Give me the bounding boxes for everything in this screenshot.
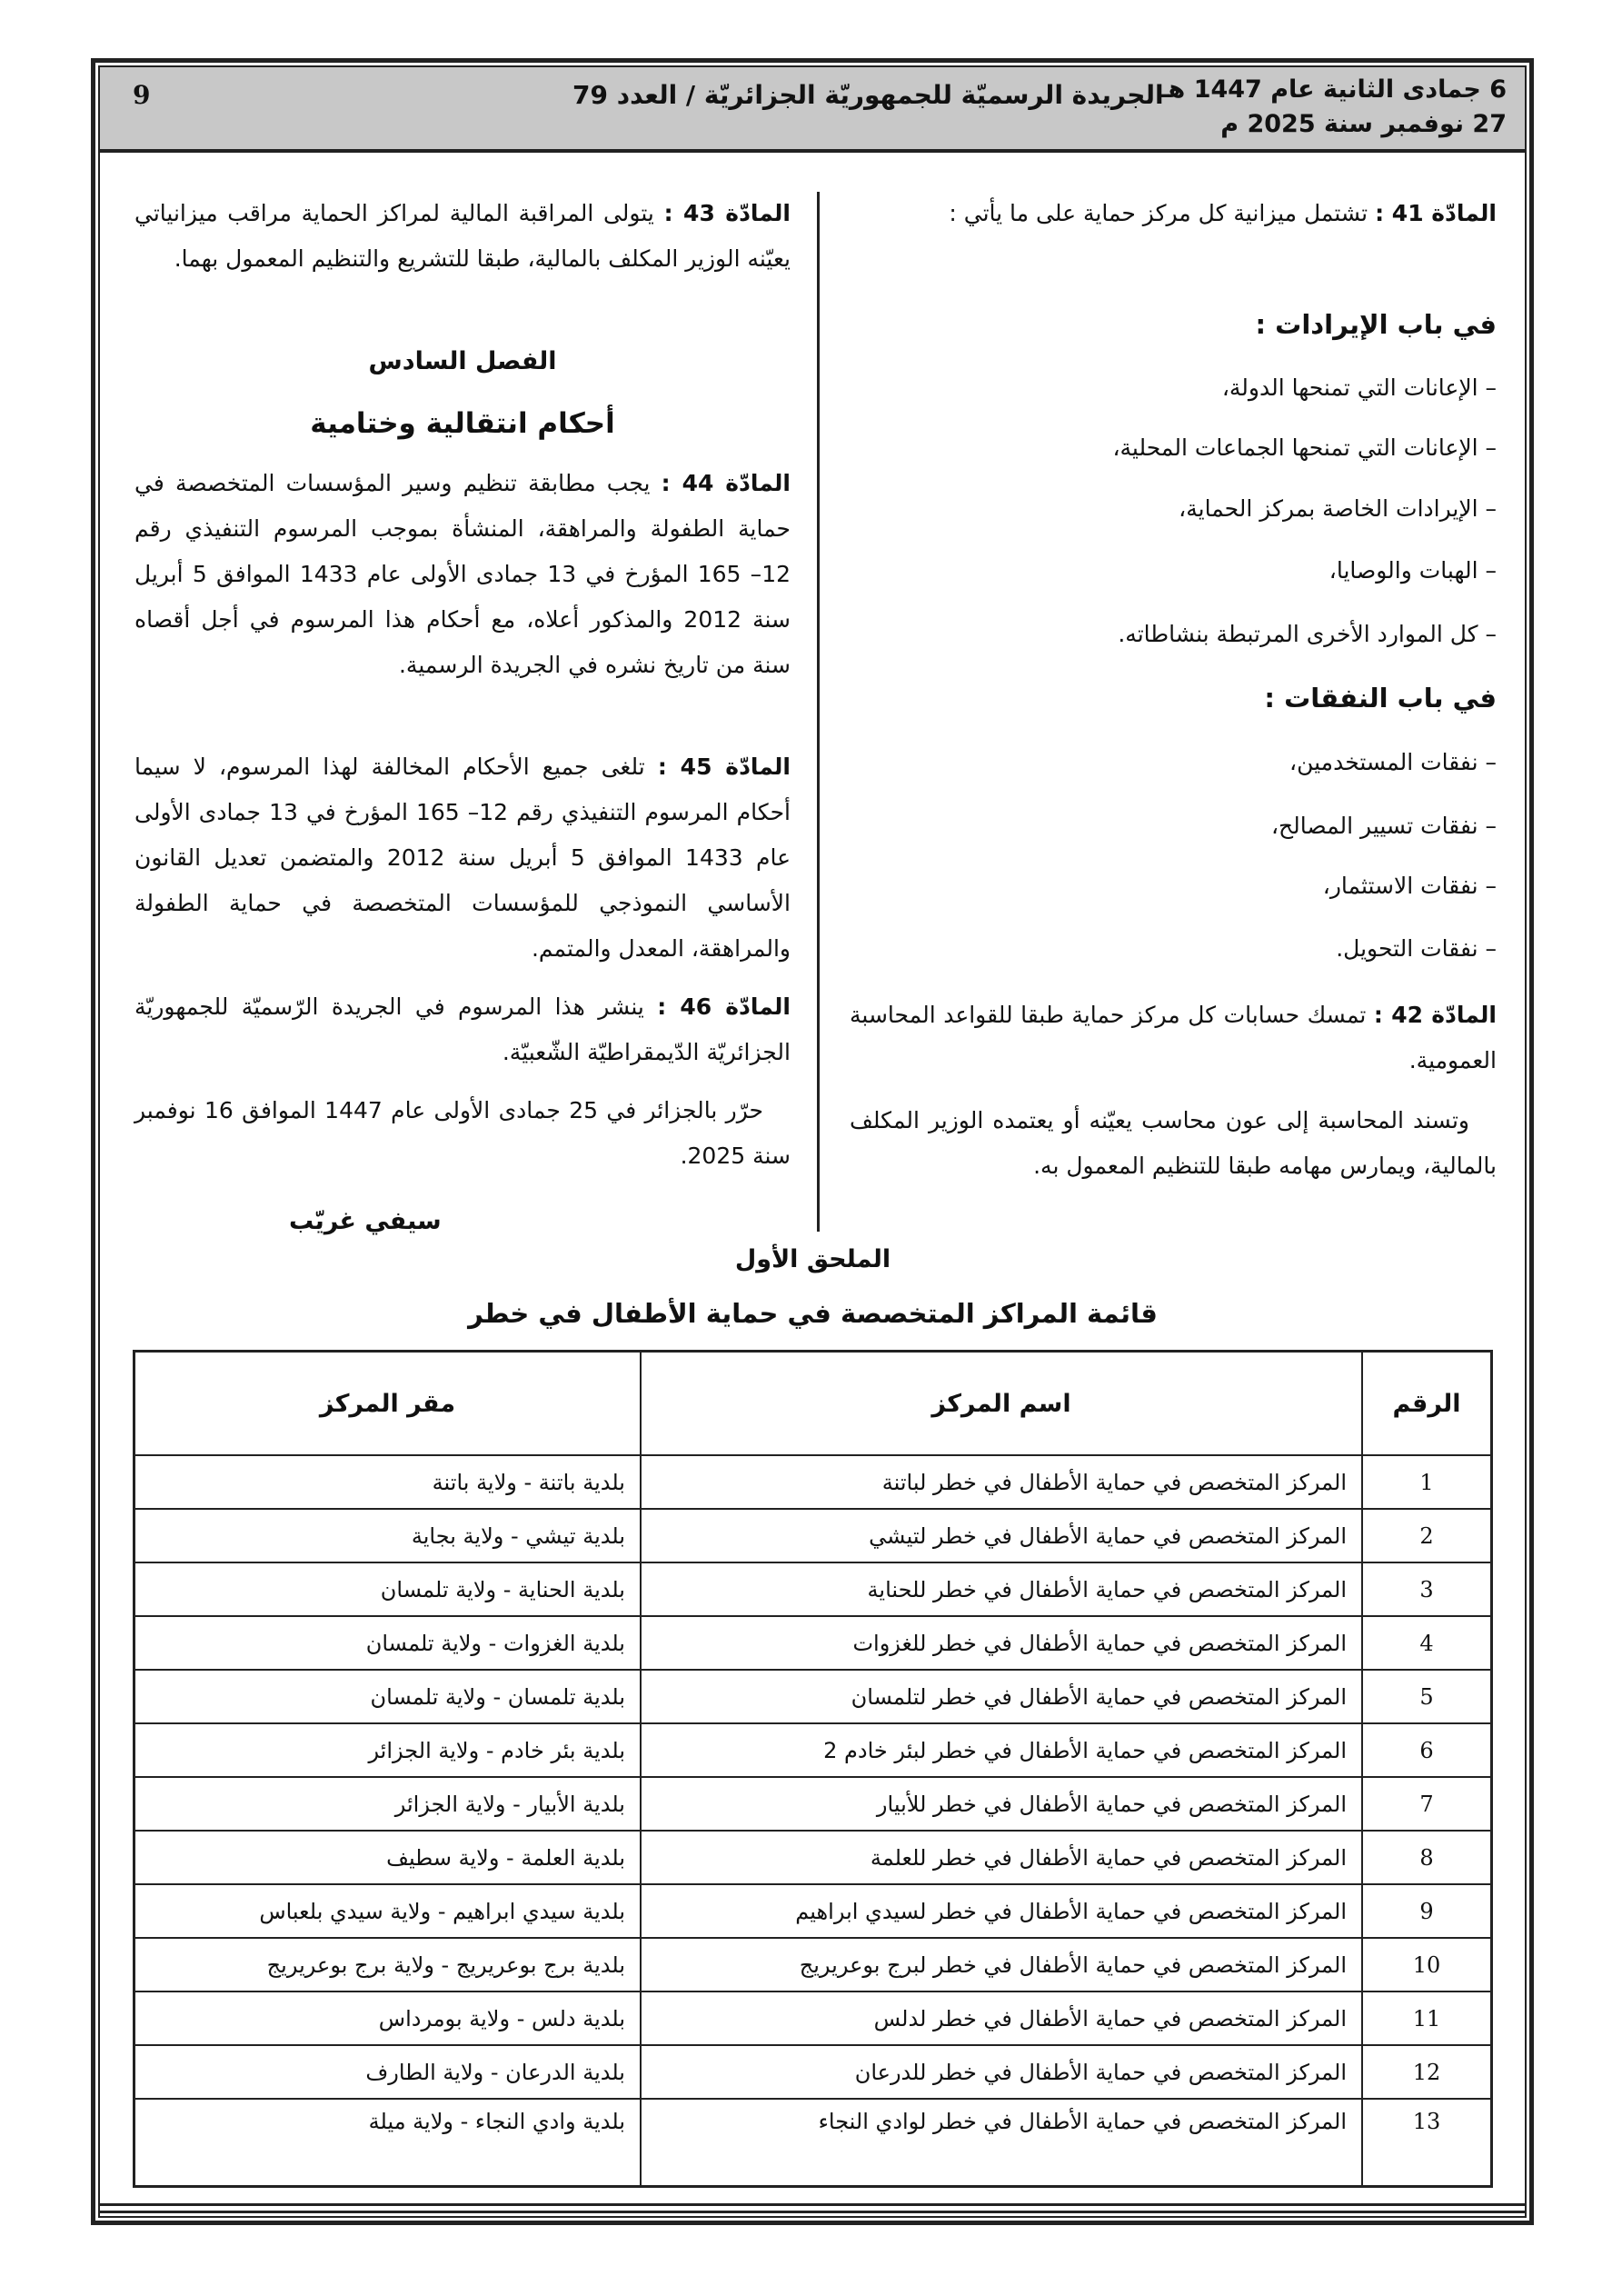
article-45	[134, 744, 791, 972]
chapter-heading: الفصل السادس	[368, 347, 557, 375]
row-number: 11	[1362, 1992, 1492, 2045]
article-42-text: تمسك حسابات كل مركز حماية طبقا للقواعد المحاسبة العمومية.	[850, 1002, 1497, 1073]
center-name: المركز المتخصص في حماية الأطفال في خطر للعلمة	[641, 1831, 1362, 1884]
article-41	[850, 191, 1497, 236]
expense-item: – نفقات تسيير المصالح،	[1270, 813, 1497, 839]
center-name: المركز المتخصص في حماية الأطفال في خطر لباتنة	[641, 1455, 1362, 1509]
expense-heading: في باب النفقات :	[1264, 683, 1497, 714]
table-row	[134, 1562, 1492, 1616]
center-name: المركز المتخصص في حماية الأطفال في خطر لتيشي	[641, 1509, 1362, 1562]
revenue-heading: في باب الإيرادات :	[1255, 309, 1497, 340]
table-header-row	[134, 1352, 1492, 1456]
center-seat: بلدية برج بوعريريج - ولاية برج بوعريريج	[134, 1938, 642, 1992]
article-43	[134, 191, 791, 282]
center-name: المركز المتخصص في حماية الأطفال في خطر لبرج بوعريريج	[641, 1938, 1362, 1992]
row-number: 9	[1362, 1884, 1492, 1938]
center-seat: بلدية العلمة - ولاية سطيف	[134, 1831, 642, 1884]
table-row	[134, 2099, 1492, 2187]
row-number: 13	[1362, 2099, 1492, 2187]
table-row	[134, 1616, 1492, 1670]
signed-at: حرّر بالجزائر في 25 جمادى الأولى عام 1447 الموافق 16 نوفمبر سنة 2025.	[134, 1097, 791, 1169]
table-row	[134, 1670, 1492, 1723]
article-44	[134, 461, 791, 688]
table-row	[134, 1938, 1492, 1992]
annex-subtitle: قائمة المراكز المتخصصة في حماية الأطفال في خطر	[468, 1298, 1158, 1329]
header-date-gregorian: 27 نوفمبر سنة 2025 م	[1220, 110, 1507, 138]
table-row	[134, 1509, 1492, 1562]
table-row	[134, 1455, 1492, 1509]
table-row	[134, 1884, 1492, 1938]
center-seat: بلدية الأبيار - ولاية الجزائر	[134, 1777, 642, 1831]
row-number: 8	[1362, 1831, 1492, 1884]
header-title: الجريدة الرسميّة للجمهوريّة الجزائريّة / العدد 79	[572, 80, 1164, 110]
column-divider	[817, 192, 820, 1232]
signature: سيفي غريّب	[289, 1207, 442, 1235]
right-column	[850, 0, 1497, 1273]
revenue-item: – الإعانات التي تمنحها الدولة،	[1221, 374, 1497, 401]
revenue-item: – الإعانات التي تمنحها الجماعات المحلية،	[1112, 434, 1497, 461]
table-row	[134, 1831, 1492, 1884]
table-row	[134, 2045, 1492, 2099]
table-row	[134, 1992, 1492, 2045]
center-seat: بلدية وادي النجاء - ولاية ميلة	[134, 2099, 642, 2187]
annex-title: الملحق الأول	[734, 1245, 891, 1273]
center-seat: بلدية تيشي - ولاية بجاية	[134, 1509, 642, 1562]
expense-item: – نفقات المستخدمين،	[1289, 749, 1497, 775]
row-number: 1	[1362, 1455, 1492, 1509]
centers-table	[133, 1350, 1493, 2188]
center-seat: بلدية الحناية - ولاية تلمسان	[134, 1562, 642, 1616]
revenue-item: – الهبات والوصايا،	[1328, 557, 1497, 584]
row-number: 2	[1362, 1509, 1492, 1562]
center-seat: بلدية بئر خادم - ولاية الجزائر	[134, 1723, 642, 1777]
header-date-hijri: 6 جمادى الثانية عام 1447 هـ	[1159, 75, 1507, 104]
article-44-lead: المادّة 44 :	[661, 470, 791, 496]
revenue-item: – كل الموارد الأخرى المرتبطة بنشاطاته.	[1118, 621, 1497, 647]
center-name: المركز المتخصص في حماية الأطفال في خطر للغزوات	[641, 1616, 1362, 1670]
article-42-paragraph-2: وتسند المحاسبة إلى عون محاسب يعيّنه أو يعتمده الوزير المكلف بالمالية، ويمارس مهامه طبقا للتنظيم المعمول به.	[850, 1107, 1497, 1179]
article-45-text: تلغى جميع الأحكام المخالفة لهذا المرسوم، لا سيما أحكام المرسوم التنفيذي رقم 12– 165 المؤرخ في 13 جمادى الأولى عام 1433 الموافق 5 أبريل سنة 2012 والمتضمن تعديل القانون الأساسي النموذجي للمؤسسات المتخصصة في حماية الطفولة والمراهقة، المعدل والمتمم.	[134, 754, 791, 962]
article-46-text: ينشر هذا المرسوم في الجريدة الرّسميّة للجمهوريّة الجزائريّة الدّيمقراطيّة الشّعبيّة.	[134, 993, 791, 1065]
article-41-lead: المادّة 41 :	[1375, 200, 1497, 226]
center-seat: بلدية دلس - ولاية بومرداس	[134, 1992, 642, 2045]
center-name: المركز المتخصص في حماية الأطفال في خطر لتلمسان	[641, 1670, 1362, 1723]
page-number: 9	[133, 80, 151, 110]
row-number: 6	[1362, 1723, 1492, 1777]
expense-item: – نفقات التحويل.	[1336, 935, 1497, 962]
center-seat: بلدية تلمسان - ولاية تلمسان	[134, 1670, 642, 1723]
center-seat: بلدية باتنة - ولاية باتنة	[134, 1455, 642, 1509]
table-row	[134, 1777, 1492, 1831]
center-seat: بلدية الدرعان - ولاية الطارف	[134, 2045, 642, 2099]
row-number: 3	[1362, 1562, 1492, 1616]
center-name: المركز المتخصص في حماية الأطفال في خطر لدلس	[641, 1992, 1362, 2045]
column-header-number: الرقم	[1362, 1352, 1492, 1456]
table-row	[134, 1723, 1492, 1777]
article-46-lead: المادّة 46 :	[657, 993, 791, 1020]
row-number: 7	[1362, 1777, 1492, 1831]
article-42-lead: المادّة 42 :	[1373, 1002, 1497, 1028]
bottom-rule	[100, 2211, 1525, 2213]
revenue-item: – الإيرادات الخاصة بمركز الحماية،	[1179, 495, 1497, 522]
center-name: المركز المتخصص في حماية الأطفال في خطر لوادي النجاء	[641, 2099, 1362, 2187]
article-43-text: يتولى المراقبة المالية لمراكز الحماية مراقب ميزانياتي يعيّنه الوزير المكلف بالمالية، طبقا للتشريع والتنظيم المعمول بهما.	[134, 200, 791, 272]
center-seat: بلدية سيدي ابراهيم - ولاية سيدي بلعباس	[134, 1884, 642, 1938]
left-column	[134, 0, 791, 1273]
center-name: المركز المتخصص في حماية الأطفال في خطر للحناية	[641, 1562, 1362, 1616]
center-name: المركز المتخصص في حماية الأطفال في خطر للدرعان	[641, 2045, 1362, 2099]
center-name: المركز المتخصص في حماية الأطفال في خطر لسيدي ابراهيم	[641, 1884, 1362, 1938]
chapter-title: أحكام انتقالية وختامية	[310, 407, 615, 440]
expense-item: – نفقات الاستثمار،	[1322, 873, 1497, 899]
article-45-lead: المادّة 45 :	[657, 754, 791, 780]
row-number: 4	[1362, 1616, 1492, 1670]
bottom-rule	[100, 2203, 1525, 2206]
row-number: 10	[1362, 1938, 1492, 1992]
row-number: 5	[1362, 1670, 1492, 1723]
article-41-text: تشتمل ميزانية كل مركز حماية على ما يأتي :	[949, 200, 1368, 226]
article-43-lead: المادّة 43 :	[663, 200, 791, 226]
row-number: 12	[1362, 2045, 1492, 2099]
center-name: المركز المتخصص في حماية الأطفال في خطر للأبيار	[641, 1777, 1362, 1831]
center-seat: بلدية الغزوات - ولاية تلمسان	[134, 1616, 642, 1670]
center-name: المركز المتخصص في حماية الأطفال في خطر لبئر خادم 2	[641, 1723, 1362, 1777]
article-46	[134, 984, 791, 1075]
article-42	[850, 993, 1497, 1083]
article-44-text: يجب مطابقة تنظيم وسير المؤسسات المتخصصة في حماية الطفولة والمراهقة، المنشأة بموجب المرسوم التنفيذي رقم 12– 165 المؤرخ في 13 جمادى الأولى عام 1433 الموافق 5 أبريل سنة 2012 والمذكور أعلاه، مع أحكام هذا المرسوم في أجل أقصاه سنة من تاريخ نشره في الجريدة الرسمية.	[134, 470, 791, 678]
column-header-center-seat: مقر المركز	[134, 1352, 642, 1456]
column-header-center-name: اسم المركز	[641, 1352, 1362, 1456]
